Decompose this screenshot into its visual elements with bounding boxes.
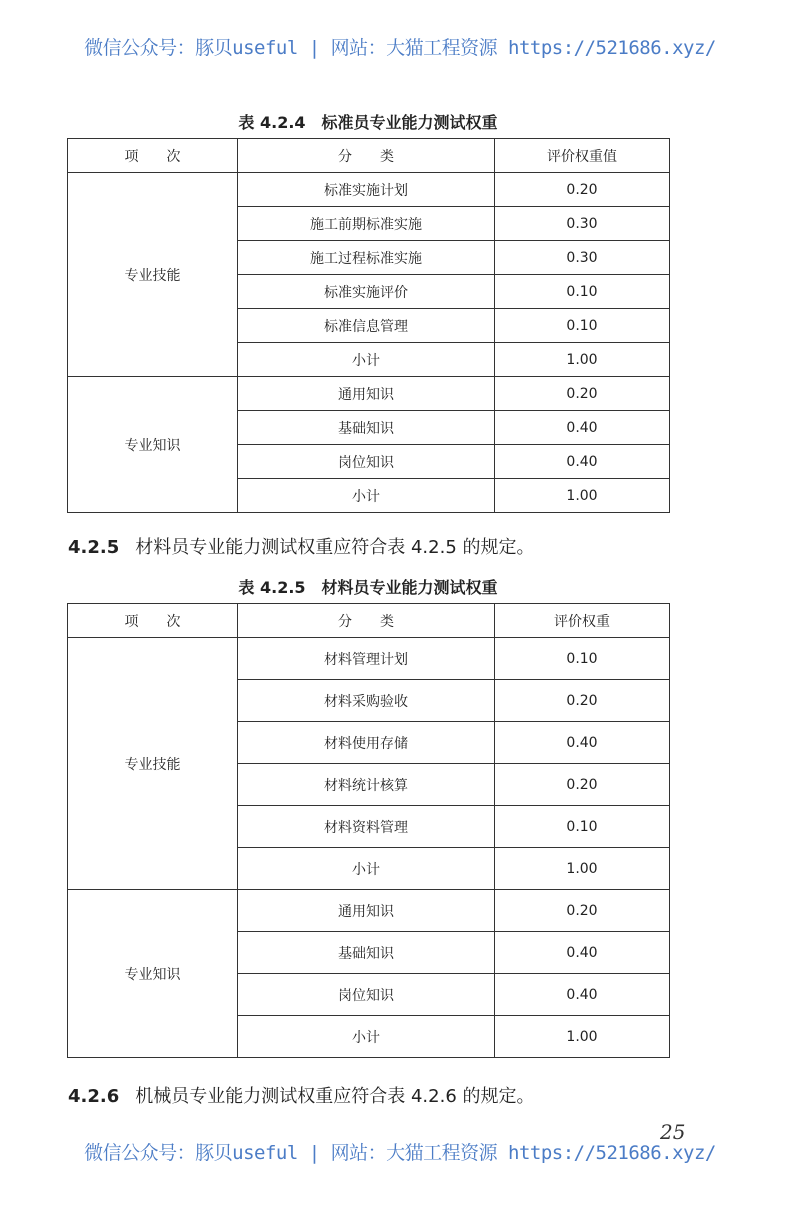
weight-cell: 0.10	[495, 309, 670, 343]
category-cell: 材料资料管理	[238, 806, 495, 848]
table-row	[68, 638, 670, 680]
group-name-cell: 专业技能	[68, 173, 238, 377]
paragraph-4-2-5	[68, 533, 535, 559]
group-name-cell: 专业技能	[68, 638, 238, 890]
group-name-cell: 专业知识	[68, 890, 238, 1058]
category-cell: 基础知识	[238, 411, 495, 445]
column-header: 分 类	[238, 139, 495, 173]
category-cell: 岗位知识	[238, 445, 495, 479]
category-cell: 标准信息管理	[238, 309, 495, 343]
category-cell: 岗位知识	[238, 974, 495, 1016]
weight-cell: 0.30	[495, 207, 670, 241]
column-header: 分 类	[238, 604, 495, 638]
paragraph-4-2-6	[68, 1082, 535, 1108]
weight-cell: 0.40	[495, 974, 670, 1016]
category-cell: 小计	[238, 848, 495, 890]
category-cell: 材料统计核算	[238, 764, 495, 806]
weight-cell: 1.00	[495, 479, 670, 513]
header-row	[68, 139, 670, 173]
table-4-2-5	[67, 603, 670, 1058]
paragraph-text: 材料员专业能力测试权重应符合表 4.2.5 的规定。	[135, 537, 535, 558]
table-row	[68, 890, 670, 932]
weight-cell: 0.40	[495, 932, 670, 974]
weight-cell: 0.40	[495, 411, 670, 445]
section-number: 4.2.6	[68, 1086, 120, 1107]
weight-cell: 0.20	[495, 173, 670, 207]
column-header: 项 次	[68, 604, 238, 638]
weight-cell: 1.00	[495, 343, 670, 377]
table-4-2-4	[67, 138, 670, 513]
category-cell: 施工前期标准实施	[238, 207, 495, 241]
weight-cell: 1.00	[495, 1016, 670, 1058]
weight-cell: 0.20	[495, 890, 670, 932]
category-cell: 施工过程标准实施	[238, 241, 495, 275]
category-cell: 小计	[238, 343, 495, 377]
page-number: 25	[660, 1120, 686, 1144]
weight-cell: 0.10	[495, 275, 670, 309]
weight-cell: 0.20	[495, 377, 670, 411]
category-cell: 材料采购验收	[238, 680, 495, 722]
column-header: 项 次	[68, 139, 238, 173]
weight-cell: 1.00	[495, 848, 670, 890]
category-cell: 通用知识	[238, 890, 495, 932]
category-cell: 材料使用存储	[238, 722, 495, 764]
column-header: 评价权重值	[495, 139, 670, 173]
category-cell: 小计	[238, 1016, 495, 1058]
weight-cell: 0.20	[495, 680, 670, 722]
table-row	[68, 173, 670, 207]
section-number: 4.2.5	[68, 537, 120, 558]
table1-caption: 表 4.2.4 标准员专业能力测试权重	[238, 113, 498, 132]
category-cell: 材料管理计划	[238, 638, 495, 680]
paragraph-text: 机械员专业能力测试权重应符合表 4.2.6 的规定。	[135, 1086, 535, 1107]
column-header: 评价权重	[495, 604, 670, 638]
header-row	[68, 604, 670, 638]
watermark-bottom: 微信公众号：豚贝useful | 网站：大猫工程资源 https://521686.xyz/	[84, 1142, 716, 1164]
weight-cell: 0.40	[495, 722, 670, 764]
category-cell: 标准实施评价	[238, 275, 495, 309]
weight-cell: 0.40	[495, 445, 670, 479]
weight-cell: 0.10	[495, 638, 670, 680]
table2-caption: 表 4.2.5 材料员专业能力测试权重	[238, 578, 498, 597]
weight-cell: 0.30	[495, 241, 670, 275]
category-cell: 基础知识	[238, 932, 495, 974]
weight-cell: 0.10	[495, 806, 670, 848]
category-cell: 小计	[238, 479, 495, 513]
group-name-cell: 专业知识	[68, 377, 238, 513]
weight-cell: 0.20	[495, 764, 670, 806]
watermark-top: 微信公众号：豚贝useful | 网站：大猫工程资源 https://521686.xyz/	[84, 37, 716, 59]
category-cell: 标准实施计划	[238, 173, 495, 207]
category-cell: 通用知识	[238, 377, 495, 411]
table-row	[68, 377, 670, 411]
